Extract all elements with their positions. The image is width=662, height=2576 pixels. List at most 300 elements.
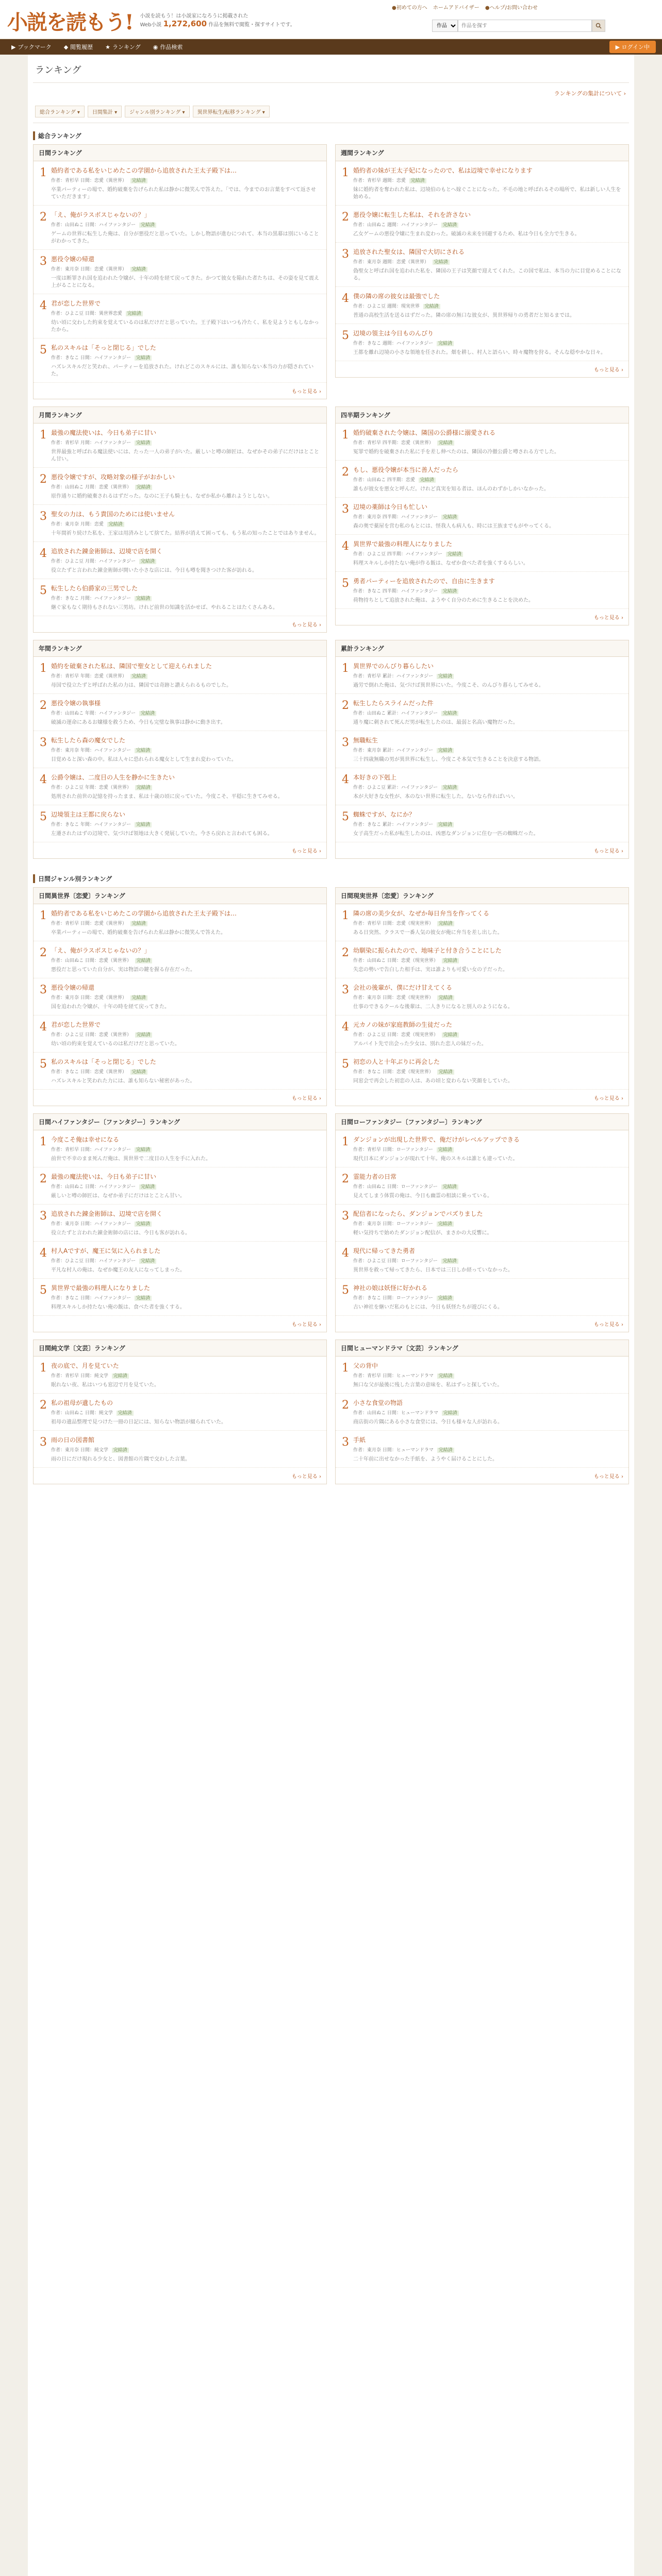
more-link-text[interactable]: もっと見る › [593,1474,623,1480]
rank-meta [51,1446,320,1453]
ranking-column [33,640,327,866]
status-badge: 完結済 [437,748,454,753]
rank-title[interactable]: もし、悪役令嬢が本当に善人だったら [353,466,459,473]
rank-body [51,736,320,764]
rank-author[interactable]: 作者：ひよこ豆 [353,1259,386,1264]
nav-ranking-label: ランキング [112,44,141,50]
rank-number: 5 [40,1058,47,1071]
rank-title[interactable]: 転生したらスライムだった件 [353,700,434,707]
ranking-item [336,1015,628,1053]
more-link-text[interactable]: もっと見る › [291,389,321,395]
rank-title[interactable]: 婚約者である私をいじめたこの学園から追放された王太子殿下は… [51,910,237,917]
rank-genre: 日間：ハイファンタジー [80,1222,131,1227]
rank-author[interactable]: 作者：ひよこ豆 [353,552,386,557]
rank-title[interactable]: 婚約を破棄された私は、隣国で聖女として迎えられました [51,663,212,670]
ranking-box [33,144,327,399]
rank-author[interactable]: 作者：東月奈 [353,995,382,1001]
status-badge: 完結済 [135,440,152,446]
rank-description: 原作通りに婚約破棄されるはずだった。なのに王子も騎士も、なぜか私から離れようとしない。 [51,494,273,499]
status-badge: 完結済 [437,1222,454,1227]
nav-search-label: 作品検索 [160,44,183,50]
rank-genre: 年間：ハイファンタジー [85,711,136,716]
ranking-column [335,1340,629,1492]
section-heading: 総合ランキング [33,131,629,140]
rank-title[interactable]: 手紙 [353,1436,366,1444]
rank-body [51,1021,320,1048]
logo-text[interactable]: 小説を読もう! [7,10,133,35]
rank-author[interactable]: 作者：山田ぬこ [353,223,386,228]
ranking-box-title: 日間ハイファンタジー〔ファンタジー〕ランキング [34,1114,326,1130]
rank-author[interactable]: 作者：山田ぬこ [51,958,84,963]
status-badge: 完結済 [442,1411,459,1416]
header-link-help[interactable]: ●ヘルプ/お問い合わせ [485,5,538,11]
rank-title[interactable]: 最強の魔法使いは、今日も弟子に甘い [51,429,157,436]
rank-description: 無口な父が最後に残した言葉の意味を、私はずっと探していた。 [353,1382,503,1388]
rank-author[interactable]: 作者：ひよこ豆 [51,559,84,564]
rank-author[interactable]: 作者：ひよこ豆 [51,1259,84,1264]
status-badge: 完結済 [135,1032,152,1038]
ranking-item [336,243,628,287]
rank-title[interactable]: 幼馴染に振られたので、地味子と付き合うことにした [353,947,502,954]
rank-title[interactable]: 元カノの妹が家庭教師の生徒だった [353,1021,453,1028]
rank-author[interactable]: 作者：山田ぬこ [353,958,386,963]
rank-meta [51,957,320,963]
rank-author[interactable]: 作者：山田ぬこ [51,485,84,490]
rank-author[interactable]: 作者：きなこ [353,822,382,827]
rank-title[interactable]: 会社の後輩が、僕にだけ甘えてくる [353,984,453,991]
rank-author[interactable]: 作者：山田ぬこ [353,478,386,483]
header-link-advisor[interactable]: ホームアドバイザー [433,5,479,11]
rank-genre: 日間：恋愛（異世界） [80,267,127,272]
rank-meta [353,177,622,183]
history-icon: ◆ [63,43,69,50]
ranking-box-title: 月間ランキング [34,407,326,423]
more-link-text[interactable]: もっと見る › [593,367,623,373]
rank-author[interactable]: 作者：青杉早 [51,1374,79,1379]
rank-author[interactable]: 作者：青杉早 [353,440,382,446]
rank-title[interactable]: 悪役令嬢の帰還 [51,984,95,991]
rank-description: ある日突然、クラスで一番人気の彼女が俺に弁当を差し出した。 [353,930,503,936]
rank-author[interactable]: 作者：きなこ [51,355,79,361]
more-link-text[interactable]: もっと見る › [593,615,623,621]
section-heading: 日間ジャンル別ランキング [33,874,629,883]
rank-title[interactable]: 婚約者である私をいじめたこの学園から追放された王太子殿下は… [51,167,237,174]
status-badge: 完結済 [135,485,152,490]
rank-description: 役立たずと言われた錬金術師の店には、今日も客が訪れる。 [51,1230,190,1236]
rank-number: 5 [342,577,349,590]
rank-author[interactable]: 作者：山田ぬこ [51,223,84,228]
rank-title[interactable]: 無職転生 [353,737,378,744]
more-link [34,1468,326,1484]
rank-author[interactable]: 作者：東月奈 [353,260,382,265]
more-link-text[interactable]: もっと見る › [291,1322,321,1328]
rank-number: 2 [40,473,47,486]
rank-title[interactable]: 辺境の領主は今日ものんびり [353,330,434,337]
more-link [34,1090,326,1106]
rank-title[interactable]: 異世界でのんびり暮らしたい [353,663,434,670]
ranking-box [335,144,629,378]
rank-meta [353,587,622,594]
rank-body [51,946,320,974]
rank-number: 1 [342,662,349,675]
rank-body [353,946,622,974]
ranking-item [34,338,326,383]
ranking-item [34,1279,326,1316]
rank-body [51,1284,320,1311]
rank-author[interactable]: 作者：ひよこ豆 [353,304,386,309]
rank-author[interactable]: 作者：青杉早 [353,921,382,926]
rank-number: 4 [40,1021,47,1033]
more-link-text[interactable]: もっと見る › [593,1096,623,1101]
status-badge: 完結済 [441,589,458,594]
rank-number: 2 [40,1173,47,1185]
more-link-text[interactable]: もっと見る › [291,1096,321,1101]
rank-author[interactable]: 作者：ひよこ豆 [353,1032,386,1038]
page-title: ランキング [33,60,629,83]
rank-author[interactable]: 作者：きなこ [353,341,382,346]
rank-author[interactable]: 作者：青杉早 [353,178,382,183]
rank-title[interactable]: 最強の魔法使いは、今日も弟子に甘い [51,1173,157,1180]
rank-title[interactable]: 勇者パーティーを追放されたので、自由に生きます [353,578,495,585]
rank-title[interactable]: 異世界で最強の料理人になりました [51,1284,151,1292]
status-badge: 完結済 [139,711,156,716]
rank-title[interactable]: 悪役令嬢の帰還 [51,256,95,263]
rank-body [51,344,320,378]
rank-title[interactable]: 私のスキルは「そっと閉じる」でした [51,1058,156,1065]
ranking-item [336,535,628,572]
rank-title[interactable]: 神社の娘は妖怪に好かれる [353,1284,428,1292]
rank-description: 妹に婚約者を奪われた私は、辺境伯のもとへ嫁ぐことになった。不毛の地と呼ばれるその場所で、私は新しい人生を始める。 [353,187,621,200]
rank-title[interactable]: 婚約者の妹が王太子妃になったので、私は辺境で幸せになります [353,167,533,174]
ranking-item [336,287,628,324]
search-nav-icon: ◉ [153,43,158,50]
rank-title[interactable]: 君が恋した世界で [51,1021,101,1028]
rank-genre: 週間：現実世界 [387,304,420,309]
rank-author[interactable]: 作者：きなこ [51,596,79,601]
nav-bookmark[interactable] [11,43,52,51]
rank-description: 卒業パーティーの場で、婚約破棄を告げられた私は静かに微笑んで答えた。 [51,930,226,936]
status-badge: 完結済 [135,785,152,790]
status-badge: 完結済 [117,1411,134,1416]
rank-title[interactable]: 父の背中 [353,1362,378,1369]
rank-title[interactable]: 悪役令嬢に転生した私は、それを許さない [353,211,471,218]
more-link-text[interactable]: もっと見る › [291,849,321,854]
rank-body [353,736,622,764]
rank-meta [51,1068,320,1075]
more-link [336,1090,628,1106]
rank-author[interactable]: 作者：きなこ [353,589,382,594]
bookmark-icon: ▶ [11,43,16,50]
rank-description: 左遷されたはずの辺境で、気づけば領地は大きく発展していた。今さら戻れと言われても困る。 [51,831,273,837]
rank-genre: 日間：恋愛（異世界） [85,1032,131,1038]
rank-author[interactable]: 作者：青杉早 [51,178,79,183]
rank-author[interactable]: 作者：東月奈 [51,1448,79,1453]
rank-title[interactable]: 悪役令嬢の執事様 [51,700,101,707]
rank-number: 4 [342,292,349,305]
rank-genre: 累計：ハイファンタジー [387,785,438,790]
rank-number: 5 [342,329,349,342]
rank-body [353,773,622,801]
rank-description: 料理スキルしか持たない俺が作る飯は、なぜか食べた者を強くするらしい。 [353,561,528,566]
rank-author[interactable]: 作者：きなこ [51,822,79,827]
ranking-about-anchor[interactable]: ランキングの集計について › [554,90,626,97]
tab-daily[interactable]: 日間集計 ▾ [88,106,122,117]
rank-title[interactable]: 霊能力者の日常 [353,1173,397,1180]
rank-description: アルバイト先で出会った少女は、別れた恋人の妹だった。 [353,1041,487,1047]
rank-author[interactable]: 作者：ひよこ豆 [353,785,386,790]
more-link-text[interactable]: もっと見る › [291,1474,321,1480]
more-link-text[interactable]: もっと見る › [593,1322,623,1328]
rank-meta [353,439,622,446]
rank-body [353,577,622,604]
rank-title[interactable]: 私の祖母が遺したもの [51,1399,113,1406]
ranking-box-title: 年間ランキング [34,640,326,657]
rank-genre: 日間：恋愛（現実世界） [382,921,434,926]
rank-genre: 日間：ハイファンタジー [85,1184,136,1190]
ranking-box [33,887,327,1106]
rank-title[interactable]: 雨の日の図書館 [51,1436,95,1444]
rank-author[interactable]: 作者：東月奈 [353,1448,382,1453]
rank-number: 1 [342,166,349,179]
rank-author[interactable]: 作者：ひよこ豆 [51,785,84,790]
rank-title[interactable]: 現代に帰ってきた勇者 [353,1247,416,1255]
rank-description: 平凡な村人の俺は、なぜか魔王の友人になってしまった。 [51,1267,185,1273]
rank-number: 4 [342,1247,349,1260]
rank-description: 悪役だと思っていた自分が、実は物語の鍵を握る存在だった。 [51,967,195,973]
rank-author[interactable]: 作者：青杉早 [353,674,382,679]
ranking-grid [33,406,629,640]
rank-author[interactable]: 作者：山田ぬこ [51,1411,84,1416]
rank-body [51,510,320,537]
rank-title[interactable]: 異世界で最強の料理人になりました [353,540,453,548]
rank-author[interactable]: 作者：山田ぬこ [353,1184,386,1190]
site-logo[interactable] [7,6,295,36]
rank-number: 1 [40,166,47,179]
rank-author[interactable]: 作者：ひよこ豆 [51,311,84,316]
rank-description: 誰もが彼女を悪女と呼んだ。けれど真実を知る者は、ほんのわずかしかいなかった。 [353,486,549,492]
rank-number: 1 [342,429,349,442]
rank-title[interactable]: 追放された錬金術師は、辺境で店を開く [51,548,163,555]
status-badge: 完結済 [135,1296,152,1301]
rank-title[interactable]: 公爵令嬢は、二度目の人生を静かに生きたい [51,774,175,781]
rank-meta [51,821,320,827]
rank-title[interactable]: 小さな食堂の物語 [353,1399,403,1406]
rank-title[interactable]: 追放された錬金術師は、辺境で店を開く [51,1210,163,1217]
rank-author[interactable]: 作者：東月奈 [353,748,382,753]
rank-body [353,1362,622,1389]
ranking-item [336,572,628,609]
rank-number: 2 [342,699,349,712]
rank-author[interactable]: 作者：青杉早 [353,1147,382,1153]
rank-meta [353,258,622,265]
rank-title[interactable]: 夜の底で、月を見ていた [51,1362,119,1369]
rank-title[interactable]: 配信者になったら、ダンジョンでバズりました [353,1210,483,1217]
rank-title[interactable]: 転生したら伯爵家の三男でした [51,585,138,592]
rank-number: 3 [40,510,47,523]
tab-isekai[interactable]: 異世界転生/転移ランキング ▾ [193,106,270,117]
rank-meta [353,302,622,309]
ranking-item [336,1130,628,1167]
status-badge: 完結済 [423,304,440,309]
rank-author[interactable]: 作者：青杉早 [51,440,79,446]
rank-author[interactable]: 作者：東月奈 [51,267,79,272]
rank-title[interactable]: 「え、俺がラスボスじゃないの？」 [51,947,151,954]
nav-history[interactable] [64,43,93,51]
tab-genre[interactable]: ジャンル別ランキング ▾ [125,106,189,117]
rank-title[interactable]: 「え、俺がラスボスじゃないの？」 [51,211,151,218]
ranking-item [34,941,326,978]
rank-description: ハズレスキルだと笑われ、パーティーを追放された。けれどこのスキルには、誰も知らない本当の力が隠されていた。 [51,364,314,377]
rank-title[interactable]: 蜘蛛ですが、なにか？ [353,811,416,818]
rank-meta [353,821,622,827]
ranking-box [33,1340,327,1484]
nav-bookmark-label: ブックマーク [18,44,52,50]
rank-title[interactable]: 村人Aですが、魔王に気に入られました [51,1247,161,1255]
status-badge: 完結済 [107,522,124,527]
status-badge: 完結済 [130,995,147,1001]
header-link-first-time[interactable]: ●初めての方へ [392,5,427,11]
rank-title[interactable]: 今度こそ俺は幸せになる [51,1136,120,1143]
ranking-item [34,657,326,694]
more-link-text[interactable]: もっと見る › [291,622,321,628]
rank-meta [51,784,320,790]
rank-title[interactable]: 本好きの下剋上 [353,774,397,781]
rank-author[interactable]: 作者：きなこ [51,1296,79,1301]
rank-author[interactable]: 作者：東月奈 [353,515,382,520]
login-button[interactable]: ▶ ログイン中 [609,41,656,53]
rank-genre: 日間：異世界恋愛 [85,311,122,316]
rank-author[interactable]: 作者：山田ぬこ [51,1184,84,1190]
rank-title[interactable]: 悪役令嬢ですが、攻略対象の様子がおかしい [51,473,175,481]
search-type-select[interactable] [432,20,458,32]
rank-title[interactable]: 私のスキルは「そっと閉じる」でした [51,344,156,351]
rank-description: 三十四歳無職の男が異世界に転生し、今度こそ本気で生きることを決意する物語。 [353,757,544,762]
rank-genre: 月間：ハイファンタジー [80,596,131,601]
rank-description: 乙女ゲームの悪役令嬢に生まれ変わった。破滅の未来を回避するため、私は今日も全力で生きる。 [353,231,580,237]
ranking-item [34,579,326,616]
ranking-item [34,731,326,768]
rank-author[interactable]: 作者：青杉早 [353,1374,382,1379]
rank-author[interactable]: 作者：青杉早 [51,1147,79,1153]
nav-search[interactable] [153,43,183,51]
search-input[interactable] [458,20,592,32]
rank-meta [51,747,320,753]
rank-description: 目覚めると深い森の中。私は人々に恐れられる魔女として生まれ変わっていた。 [51,757,237,762]
rank-body [51,773,320,801]
rank-author[interactable]: 作者：東月奈 [51,995,79,1001]
rank-author[interactable]: 作者：きなこ [51,1070,79,1075]
rank-title[interactable]: 婚約破棄された令嬢は、隣国の公爵様に溺愛される [353,429,496,436]
rank-description: 前世で不幸のまま死んだ俺は、異世界で二度目の人生を手に入れた。 [51,1156,211,1162]
rank-author[interactable]: 作者：山田ぬこ [353,711,386,716]
rank-title[interactable]: 隣の席の美少女が、なぜか毎日弁当を作ってくる [353,910,490,917]
rank-title[interactable]: ダンジョンが出現した世界で、俺だけがレベルアップできる [353,1136,520,1143]
ranking-item [336,423,628,461]
rank-meta [353,1409,622,1416]
rank-body [353,211,622,238]
work-count: 1,272,600 [163,19,207,28]
rank-title[interactable]: 僕の隣の席の彼女は最強でした [353,293,440,300]
rank-body [51,1210,320,1237]
status-badge: 完結済 [130,178,147,183]
nav-ranking[interactable] [105,43,141,51]
ranking-box-title: 週間ランキング [336,145,628,161]
rank-author[interactable]: 作者：東月奈 [353,1222,382,1227]
search-button[interactable] [592,20,605,32]
ranking-box-title: 日間異世界〔恋愛〕ランキング [34,888,326,904]
rank-description: 普通の高校生活を送るはずだった。隣の席の無口な彼女が、異世界帰りの勇者だと知るまでは。 [353,313,575,318]
rank-author[interactable]: 作者：きなこ [353,1296,382,1301]
ranking-item [34,694,326,731]
rank-title[interactable]: 追放された聖女は、隣国で大切にされる [353,248,465,256]
rank-genre: 日間：恋愛（現実世界） [382,1070,434,1075]
rank-number: 1 [40,429,47,442]
rank-title[interactable]: 君が恋した世界で [51,300,101,307]
ranking-item [34,1205,326,1242]
rank-title[interactable]: 初恋の人と十年ぶりに再会した [353,1058,440,1065]
rank-title[interactable]: 転生したら森の魔女でした [51,737,126,744]
rank-description: 料理スキルしか持たない俺の飯は、食べた者を強くする。 [51,1304,185,1310]
ranking-item [34,978,326,1015]
rank-genre: 日間：ハイファンタジー [80,1147,131,1153]
ranking-box [335,1340,629,1484]
rank-description: ゲームの世界に転生した俺は、自分が悪役だと思っていた。しかし物語が進むにつれて、本当の黒幕は別にいることがわかってきた。 [51,231,319,244]
ranking-item [34,1167,326,1205]
ranking-item [336,694,628,731]
ranking-box [335,406,629,625]
rank-meta [51,1409,320,1416]
rank-meta [51,354,320,361]
tab-overall[interactable]: 総合ランキング ▾ [35,106,85,117]
ranking-column [33,887,327,1113]
rank-author[interactable]: 作者：きなこ [353,1070,382,1075]
rank-meta [51,439,320,446]
rank-genre: 日間：純文学 [80,1374,108,1379]
status-badge: 完結済 [130,674,147,679]
rank-genre: 日間：ハイファンタジー [85,1259,136,1264]
rank-author[interactable]: 作者：東月奈 [51,1222,79,1227]
rank-number: 2 [342,211,349,224]
rank-description: 眠れない夜、私はいつも窓辺で月を見ていた。 [51,1382,159,1388]
rank-author[interactable]: 作者：山田ぬこ [51,711,84,716]
rank-title[interactable]: 辺境の薬師は今日も忙しい [353,503,428,511]
rank-meta [353,1031,622,1038]
rank-meta [51,310,320,316]
rank-genre: 年間：ハイファンタジー [80,748,131,753]
rank-title[interactable]: 聖女の力は、もう貴国のためには使いません [51,511,175,518]
ranking-item [336,1242,628,1279]
rank-genre: 四半期：ハイファンタジー [382,589,438,594]
rank-meta [51,595,320,601]
rank-author[interactable]: 作者：東月奈 [51,522,79,527]
rank-author[interactable]: 作者：東月奈 [51,748,79,753]
status-badge: 完結済 [135,596,152,601]
rank-genre: 週間：恋愛 [382,178,406,183]
rank-number: 1 [40,909,47,922]
more-link-text[interactable]: もっと見る › [593,849,623,854]
rank-author[interactable]: 作者：青杉早 [51,674,79,679]
rank-author[interactable]: 作者：山田ぬこ [353,1411,386,1416]
status-badge: 完結済 [437,1296,454,1301]
rank-meta [51,1183,320,1190]
rank-meta [353,1257,622,1264]
ranking-item [336,941,628,978]
rank-author[interactable]: 作者：青杉早 [51,921,79,926]
rank-author[interactable]: 作者：ひよこ豆 [51,1032,84,1038]
rank-description: 軽い気持ちで始めたダンジョン配信が、まさかの大反響に。 [353,1230,492,1236]
rank-meta [353,920,622,926]
rank-title[interactable]: 辺境領主は王都に戻らない [51,811,126,818]
